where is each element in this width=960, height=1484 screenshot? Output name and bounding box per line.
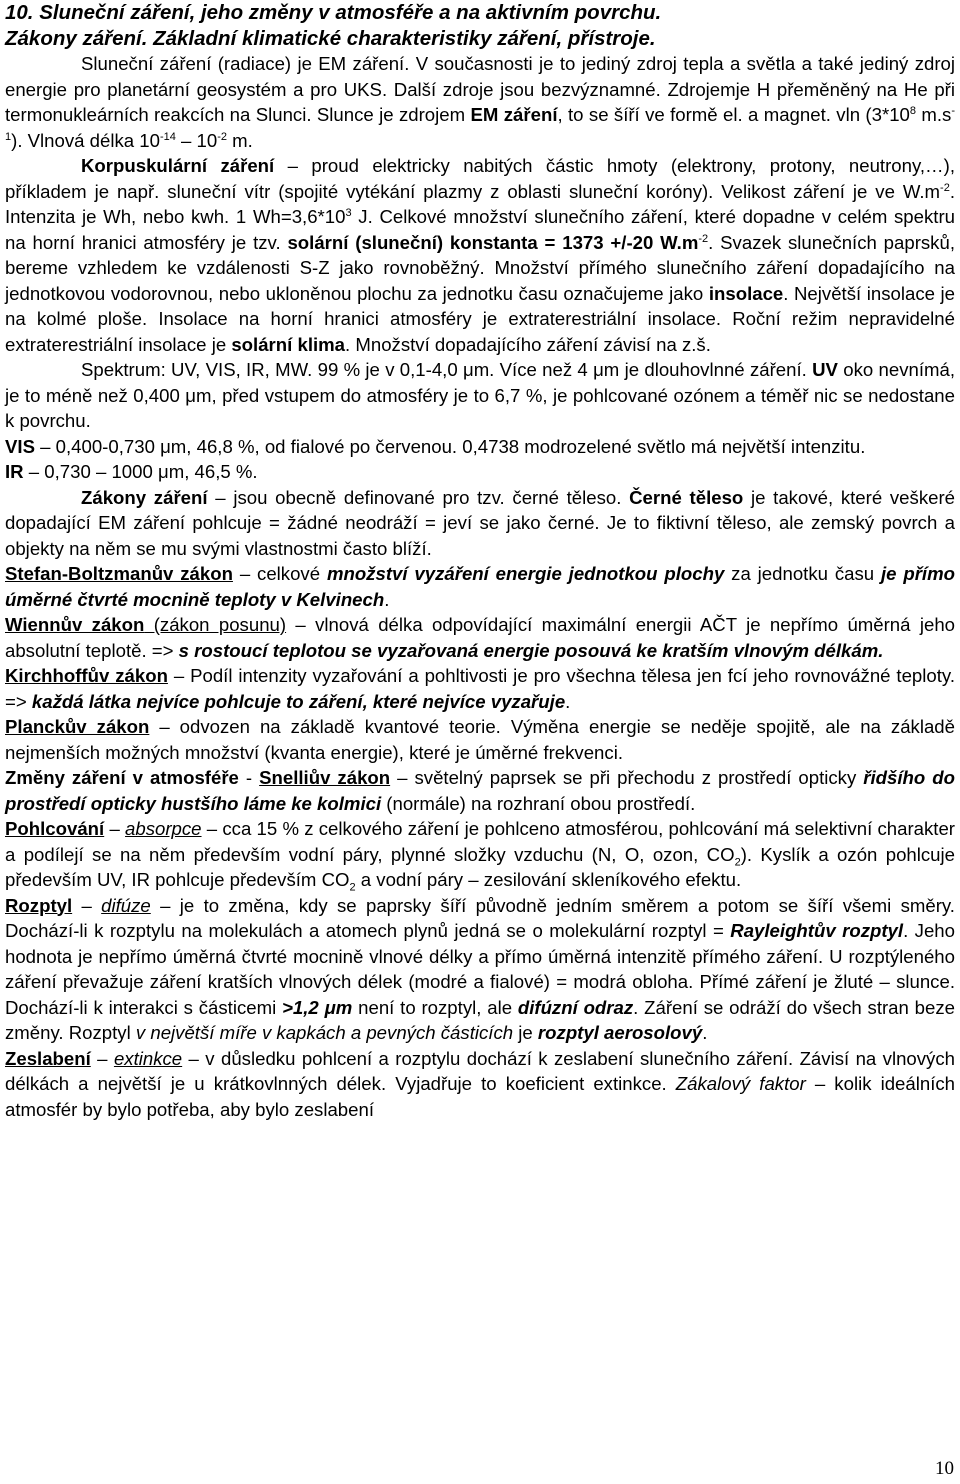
paragraph-ir: IR – 0,730 – 1000 μm, 46,5 %. bbox=[5, 461, 258, 482]
paragraph-vis: VIS – 0,400-0,730 μm, 46,8 %, od fialové po červenou. 0,4738 modrozelené světlo má největší intenzitu. bbox=[5, 435, 866, 457]
document-page bbox=[5, 0, 955, 1122]
paragraph-zmeny: Změny záření v atmosféře - Snelliův zákon – světelný paprsek se při přechodu z prostředí opticky řidšího do prostředí opticky hustšího láme ke kolmici (normále) na rozhraní obou prostředí. bbox=[5, 767, 955, 814]
paragraph-rozptyl: Rozptyl – difúze – je to změna, kdy se paprsky šíří původně jedním směrem a potom se šíří všemi směry. Dochází-li k rozptylu na molekulách a atomech plynů jedná se o molekulární rozptyl = Rayleightův rozptyl. Jeho hodnota je nepřímo úměrná čtvrté mocnině vlnové délky a přímo úměrná intenzitě přímého záření. U rozptýleného záření převažuje záření kratších vlnových délek (modré a fialové) = modrá obloha. Přímé záření je žluté – slunce. Dochází-li k interakci s částicemi >1,2 μm není to rozptyl, ale difúzní odraz. Záření se odráží do všech stran beze změny. Rozptyl v největší míře v kapkách a pevných částicích je rozptyl aerosolový. bbox=[5, 894, 956, 1043]
paragraph-zeslabeni: Zeslabení – extinkce – v důsledku pohlcení a rozptylu dochází k zeslabení slunečního záření. Závisí na vlnových délkách a největší je u krátkovlnných délek. Vyjadřuje to koeficient extinkce. Zákalový faktor – kolik ideálních atmosfér by bylo potřeba, aby bylo zeslabení bbox=[5, 1047, 956, 1120]
page-number: 10 bbox=[935, 1458, 954, 1479]
paragraph-wien: Wiennův zákon (zákon posunu) – vlnová délka odpovídající maximální energii AČT je nepřímo úměrná jeho absolutní teplotě. => s rostoucí teplotou se vyzařovaná energie posouvá ke kratším vlnovým délkám. bbox=[5, 614, 955, 661]
paragraph-stefan-boltzman: Stefan-Boltzmanův zákon – celkové množství vyzáření energie jednotkou plochy za jednotku času je přímo úměrné čtvrté mocnině teploty v Kelvinech. bbox=[5, 563, 955, 610]
paragraph-intro: Sluneční záření (radiace) je EM záření. V současnosti je to jediný zdroj tepla a světla a také jediný zdroj energie pro planetární geosystém a pro UKS. Další zdroje jsou bezvýznamné. Zdrojemje H přeměněný na He při termonukleárních reakcích na Slunci. Slunce je zdrojem EM záření, to se šíří ve formě el. a magnet. vln ($3*10^8$ $m.s^{-1}$). Vlnová délka $10^{-14} - 10^{-2}$ m. bbox=[5, 53, 955, 151]
paragraph-spektrum: Spektrum: UV, VIS, IR, MW. 99 % je v 0,1-4,0 μm. Více než 4 μm je dlouhovlnné záření. UV oko nevnímá, je to méně než 0,400 μm, před vstupem do atmosféry je to 6,7 %, je pohlcované ozónem a téměř nic se nedostane k povrchu. bbox=[5, 359, 955, 431]
paragraph-kirchhoff: Kirchhoffův zákon – Podíl intenzity vyzařování a pohltivosti je pro všechna tělesa jen fcí jeho rovnovážné teploty. => každá látka nejvíce pohlcuje to záření, které nejvíce vyzařuje. bbox=[5, 665, 955, 712]
paragraph-pohlcovani: Pohlcování – absorpce – cca 15 % z celkového záření je pohlceno atmosférou, pohlcování má selektivní charakter a podílejí se na něm především vodní páry, plynné složky vzduchu (N, O, ozon, $CO_2$). Kyslík a ozón pohlcuje především UV, IR pohlcuje především $CO_2$ a vodní páry – zesilování skleníkového efektu. bbox=[5, 818, 955, 894]
paragraph-planck: Planckův zákon – odvozen na základě kvantové teorie. Výměna energie se neděje spojitě, ale na základě nejmenších možných množství (kvanta energie), které je úměrné frekvenci. bbox=[5, 716, 955, 763]
paragraph-korpuskularni: Korpuskulární záření – proud elektricky nabitých částic hmoty (elektrony, protony, neutrony,…), příkladem je např. sluneční vítr (spojité vytékání plazmy z oblasti sluneční koróny). Velikost záření je ve $W.m^{-2}$. Intenzita je Wh, nebo kwh. 1 $Wh=3,6*10^3$ J. Celkové množství slunečního záření, které dopadne v celém spektru na horní hranici atmosféry je tzv. solární (sluneční) konstanta = 1373 +/-20 $W.m^{-2}$. Svazek slunečních paprsků, bereme vzhledem ke vzdálenosti S-Z jako rovnoběžný. Množství přímého slunečního záření dopadajícího na jednotkovou vodorovnou, nebo ukloněnou plochu za jednotku času označujeme jako insolace. Největší insolace je na kolmé ploše. Insolace na horní hranici atmosféry je extraterestriální insolace. Roční režim nepravidelné extraterestriální insolace je solární klima. Množství dopadajícího záření závisí na z.š. bbox=[5, 155, 956, 355]
heading-line-2: Zákony záření. Základní klimatické charakteristiky záření, přístroje. bbox=[5, 26, 656, 50]
heading-line-1: 10. Sluneční záření, jeho změny v atmosféře a na aktivním povrchu. bbox=[5, 1, 662, 24]
paragraph-zakony: Zákony záření – jsou obecně definované pro tzv. černé těleso. Černé těleso je takové, které veškeré dopadající EM záření pohlcuje = žádné neodráží = jeví se jako černé. Je to fiktivní těleso, ale zemský povrch a objekty na něm se mu svými vlastnostmi často blíží. bbox=[5, 486, 955, 559]
